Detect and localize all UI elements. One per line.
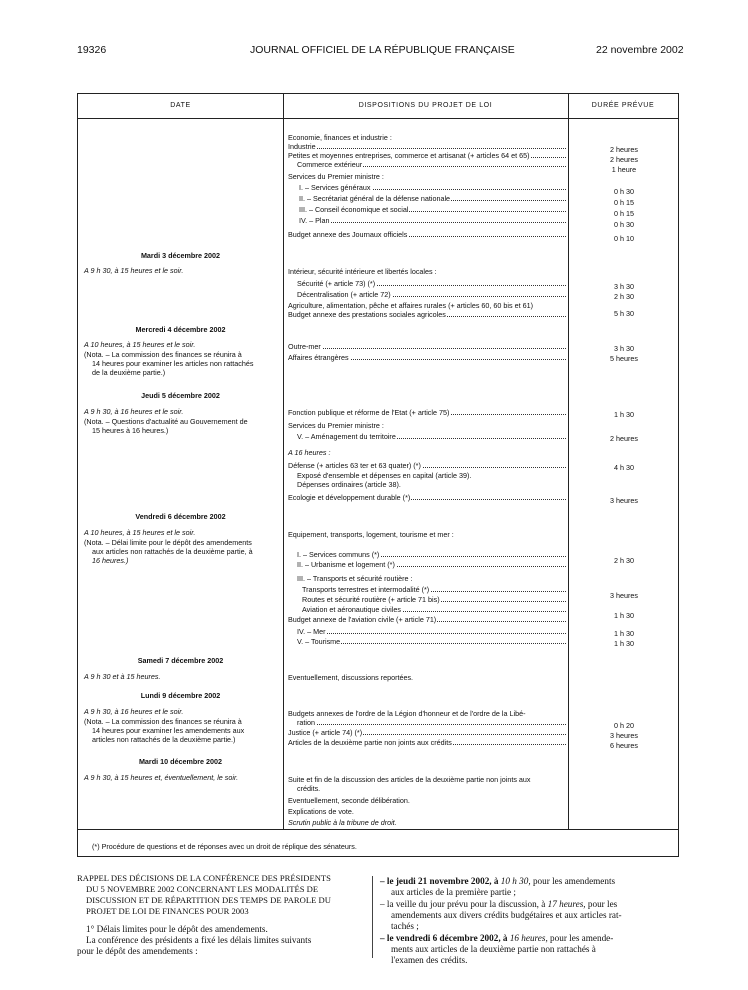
nota: (Nota. – Délai limite pour le dépôt des amendements <box>84 538 252 547</box>
disp-line: Explications de vote. <box>288 807 354 816</box>
time-slot: A 10 heures, à 15 heures et le soir. <box>84 340 196 349</box>
disp-line: Equipement, transports, logement, tourisme et mer : <box>288 530 454 539</box>
disp-line: Petites et moyennes entreprises, commerce et artisanat (+ articles 64 et 65) <box>288 151 566 160</box>
section-title: PROJET DE LOI DE FINANCES POUR 2003 <box>86 906 249 916</box>
duration: 1 h 30 <box>614 611 634 620</box>
nota: 14 heures pour examiner les amendements aux <box>92 726 245 735</box>
disp-line: ration <box>297 718 566 727</box>
col-duree: DURÉE PRÉVUE <box>591 102 655 109</box>
duration: 2 heures <box>610 434 638 443</box>
duration: 5 heures <box>610 354 638 363</box>
duration: 1 h 30 <box>614 639 634 648</box>
duration: 2 heures <box>610 155 638 164</box>
duration: 3 heures <box>610 591 638 600</box>
disp-line: Routes et sécurité routière (+ article 71 bis) <box>302 595 566 604</box>
col-date: DATE <box>170 102 191 109</box>
nota: articles non rattachés de la deuxième partie.) <box>92 735 236 744</box>
duration: 3 heures <box>610 731 638 740</box>
disp-line: Budget annexe des Journaux officiels <box>288 230 566 239</box>
duration: 1 h 30 <box>614 410 634 419</box>
day-heading: Jeudi 5 décembre 2002 <box>141 391 220 400</box>
duration: 0 h 30 <box>614 187 634 196</box>
disp-line: Eventuellement, discussions reportées. <box>288 673 414 682</box>
time-slot: A 9 h 30 et à 15 heures. <box>84 672 161 681</box>
duration: 0 h 30 <box>614 220 634 229</box>
bullet-line: – la veille du jour prévu pour la discussion, à 17 heures, pour les <box>380 899 618 909</box>
paragraph: pour le dépôt des amendements : <box>77 946 198 956</box>
disp-line: III. – Transports et sécurité routière : <box>297 574 413 583</box>
disp-line: Economie, finances et industrie : <box>288 133 392 142</box>
disp-line: Affaires étrangères <box>288 353 566 362</box>
day-heading: Lundi 9 décembre 2002 <box>140 691 221 700</box>
disp-line: Outre-mer <box>288 342 566 351</box>
duration: 4 h 30 <box>614 463 634 472</box>
duration: 0 h 15 <box>614 209 634 218</box>
nota: aux articles non rattachés de la deuxième partie, à <box>92 547 253 556</box>
time-slot: A 9 h 30, à 15 heures et le soir. <box>84 266 184 275</box>
time-slot: A 9 h 30, à 16 heures et le soir. <box>84 707 184 716</box>
disp-line: Transports terrestres et intermodalité (*) <box>302 585 566 594</box>
disp-line: Services du Premier ministre : <box>288 421 384 430</box>
duration: 0 h 20 <box>614 721 634 730</box>
duration: 3 h 30 <box>614 344 634 353</box>
disp-line: Eventuellement, seconde délibération. <box>288 796 410 805</box>
nota: (Nota. – La commission des finances se réunira à <box>84 350 242 359</box>
day-heading: Mardi 10 décembre 2002 <box>138 757 223 766</box>
disp-line: II. – Urbanisme et logement (*) <box>297 560 566 569</box>
disp-line: Scrutin public à la tribune de droit. <box>288 818 397 827</box>
time-slot: A 10 heures, à 15 heures et le soir. <box>84 528 196 537</box>
nota: (Nota. – La commission des finances se réunira à <box>84 717 242 726</box>
paragraph: 1° Délais limites pour le dépôt des amendements. <box>86 924 268 934</box>
disp-line: Budget annexe des prestations sociales agricoles <box>288 310 566 319</box>
paragraph: La conférence des présidents a fixé les délais limites suivants <box>86 935 312 945</box>
disp-line: Décentralisation (+ article 72) <box>297 290 566 299</box>
disp-line: V. – Tourisme <box>297 637 566 646</box>
disp-line: Fonction publique et réforme de l'Etat (+ article 75) <box>288 408 566 417</box>
disp-line: Budget annexe de l'aviation civile (+ article 71) <box>288 615 566 624</box>
duration: 6 heures <box>610 741 638 750</box>
day-heading: Samedi 7 décembre 2002 <box>137 656 224 665</box>
page-number: 19326 <box>77 44 107 56</box>
nota: 16 heures.) <box>92 556 129 565</box>
disp-line: Budgets annexes de l'ordre de la Légion d'honneur et de l'ordre de la Libé- <box>288 709 526 718</box>
disp-line: Sécurité (+ article 73) (*) <box>297 279 566 288</box>
disp-line: V. – Aménagement du territoire <box>297 432 566 441</box>
disp-line: Services du Premier ministre : <box>288 172 384 181</box>
duration: 1 h 30 <box>614 629 634 638</box>
time-slot: A 9 h 30, à 15 heures et, éventuellement, le soir. <box>84 773 239 782</box>
column-divider <box>372 876 373 958</box>
nota: 15 heures à 16 heures.) <box>92 426 169 435</box>
schedule-table <box>77 93 679 857</box>
bullet-line: – le vendredi 6 décembre 2002, à 16 heures, pour les amende- <box>380 933 614 943</box>
disp-line: Agriculture, alimentation, pêche et affaires rurales (+ articles 60, 60 bis et 61) <box>288 301 533 310</box>
disp-line: I. – Services généraux <box>299 183 566 192</box>
disp-line: Défense (+ articles 63 ter et 63 quater) (*) <box>288 461 566 470</box>
bullet-line: ments aux articles de la deuxième partie non rattachés à <box>391 944 596 954</box>
disp-line: Justice (+ article 74) (*) <box>288 728 566 737</box>
disp-line: IV. – Plan <box>299 216 566 225</box>
journal-title: JOURNAL OFFICIEL DE LA RÉPUBLIQUE FRANÇAISE <box>250 44 515 56</box>
duration: 5 h 30 <box>614 309 634 318</box>
section-title: RAPPEL DES DÉCISIONS DE LA CONFÉRENCE DES PRÉSIDENTS <box>77 873 331 883</box>
nota: de la deuxième partie.) <box>92 368 166 377</box>
disp-line: Intérieur, sécurité intérieure et libertés locales : <box>288 267 437 276</box>
issue-date: 22 novembre 2002 <box>596 44 684 56</box>
disp-line: Industrie <box>288 142 566 151</box>
section-title: DISCUSSION ET DE RÉPARTITION DES TEMPS DE PAROLE DU <box>86 895 331 905</box>
disp-line: Aviation et aéronautique civiles <box>302 605 566 614</box>
col-dispositions: DISPOSITIONS DU PROJET DE LOI <box>358 102 493 109</box>
duration: 2 h 30 <box>614 556 634 565</box>
disp-line: crédits. <box>297 784 321 793</box>
bullet-line: l'examen des crédits. <box>391 955 468 965</box>
disp-line: Articles de la deuxième partie non joints aux crédits <box>288 738 566 747</box>
bullet-line: – le jeudi 21 novembre 2002, à 10 h 30, pour les amendements <box>380 876 616 886</box>
duration: 0 h 15 <box>614 198 634 207</box>
duration: 3 heures <box>610 496 638 505</box>
disp-line: IV. – Mer <box>297 627 566 636</box>
nota: (Nota. – Questions d'actualité au Gouvernement de <box>84 417 248 426</box>
duration: 1 heure <box>611 165 637 174</box>
disp-line: Ecologie et développement durable (*) <box>288 493 566 502</box>
disp-line: II. – Secrétariat général de la défense nationale <box>299 194 566 203</box>
bullet-line: tachés ; <box>391 921 419 931</box>
duration: 3 h 30 <box>614 282 634 291</box>
time-slot: A 9 h 30, à 16 heures et le soir. <box>84 407 184 416</box>
bullet-line: amendements aux divers crédits budgétaires et aux articles rat- <box>391 910 622 920</box>
day-heading: Mercredi 4 décembre 2002 <box>135 325 226 334</box>
disp-line: III. – Conseil économique et social <box>299 205 566 214</box>
bullet-line: aux articles de la première partie ; <box>391 887 516 897</box>
disp-line: Commerce extérieur <box>297 160 566 169</box>
nota: 14 heures pour examiner les articles non rattachés <box>92 359 254 368</box>
disp-line: Dépenses ordinaires (article 38). <box>297 480 401 489</box>
duration: 2 h 30 <box>614 292 634 301</box>
day-heading: Mardi 3 décembre 2002 <box>140 251 221 260</box>
duration: 2 heures <box>610 145 638 154</box>
disp-line: I. – Services communs (*) <box>297 550 566 559</box>
disp-line: A 16 heures : <box>288 448 331 457</box>
footnote: (*) Procédure de questions et de réponses avec un droit de réplique des sénateurs. <box>92 842 357 851</box>
section-title: DU 5 NOVEMBRE 2002 CONCERNANT LES MODALITÉS DE <box>86 884 319 894</box>
disp-line: Exposé d'ensemble et dépenses en capital (article 39). <box>297 471 472 480</box>
disp-line: Suite et fin de la discussion des articles de la deuxième partie non joints aux <box>288 775 531 784</box>
day-heading: Vendredi 6 décembre 2002 <box>135 512 226 521</box>
duration: 0 h 10 <box>614 234 634 243</box>
